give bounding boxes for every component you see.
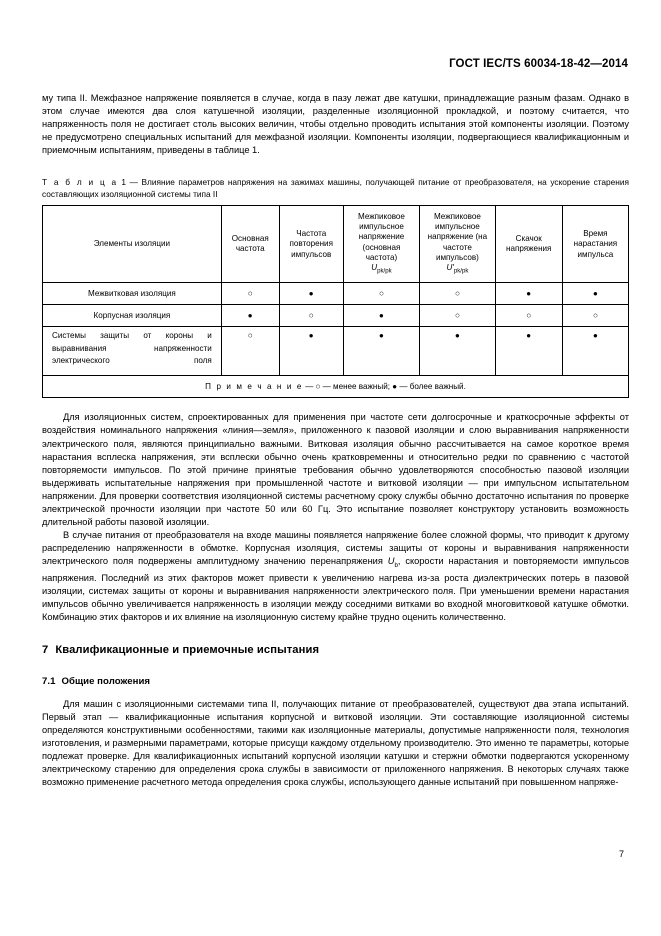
paragraph-3-part-1: В случае питания от преобразователя на входе машины появляется напряжение более сложной формы, что приводит к другому распределению напряженности в обмотке. Корпусная изоляция, системы защиты от короны и выравнивания напряженности электрического поля подвержены амплитудному значению перенапряжения	[42, 529, 629, 566]
row-value: ●	[562, 327, 628, 376]
row-value: ○	[495, 305, 562, 327]
variable-ub: $U_b$	[387, 555, 398, 569]
spacer	[42, 398, 629, 411]
table-header-cell-6: Время нарастания импульса	[562, 206, 628, 283]
paragraph-3	[42, 529, 629, 624]
section-heading-7-1	[42, 676, 629, 687]
row-value: ○	[343, 283, 419, 305]
table-header-cell-2: Частота повторения импульсов	[279, 206, 343, 283]
page-header-title: ГОСТ IEC/TS 60034-18-42—2014	[449, 58, 628, 70]
row-value: ○	[420, 305, 495, 327]
table-header-cell-5: Скачок напряжения	[495, 206, 562, 283]
table-header-variable-upkpk: $U_{pk/pk}$	[371, 263, 392, 275]
row-value: ●	[343, 305, 419, 327]
row-label: Системы защиты от короны и выравнивания напряженности электрического поля	[43, 327, 222, 376]
row-value: ●	[562, 283, 628, 305]
table-note-label: П р и м е ч а н и е	[205, 381, 303, 391]
row-value: ●	[495, 327, 562, 376]
subsection-number: 7.1	[42, 676, 56, 688]
table-row	[43, 305, 629, 327]
row-value: ○	[221, 327, 279, 376]
table-header-cell-1: Основная частота	[221, 206, 279, 283]
table-header-cell-3	[343, 206, 419, 283]
page-content	[42, 92, 629, 789]
row-value: ●	[495, 283, 562, 305]
row-value: ●	[420, 327, 495, 376]
table-header-cell-4-text: Межпиковое импульсное напряжение (на частоте импульсов)	[427, 211, 488, 262]
spacer	[42, 656, 629, 676]
paragraph-3-part-2: , скорости нарастания и повторяемости импульсов напряжения. Последний из этих факторов может привести к увеличению нагрева из-за роста диэлектрических потерь в пазовой изоляции, системах защиты от короны и выравнивания напряженности электрического поля. При уменьшении времени нарастания импульсов обычно увеличивается напряженность в изоляции между соседними витками во входной многовитковой катушке обмотки. Комбинацию этих факторов и их влияние на изоляционную систему крайне трудно оценить количественно.	[42, 555, 629, 622]
section-heading-7	[42, 644, 629, 656]
table-row	[43, 283, 629, 305]
table-caption-number: 1	[121, 177, 126, 188]
row-value: ○	[221, 283, 279, 305]
row-value: ●	[279, 327, 343, 376]
spacer	[42, 157, 629, 177]
table-note	[43, 376, 629, 398]
table-note-text: — ○ — менее важный; ● — более важный.	[305, 381, 466, 391]
table-note-row	[43, 376, 629, 398]
section-title: Квалификационные и приемочные испытания	[55, 644, 320, 657]
table-header-cell-4	[420, 206, 495, 283]
paragraph-1: му типа II. Межфазное напряжение появляется в случае, когда в пазу лежат две катушки, принадлежащие разным фазам. Однако в этом случае имеются два слоя катушечной изоляции, разделенные изоляционной прокладкой, и поэтому считается, что напряженность поля не достигает столь высоких величин, чтобы отдельно проводить испытания этой компоненты изоляции. Поэтому не предусмотрено специальных испытаний для межфазной изоляции. Компоненты изоляции, подвергающиеся квалификационным и приемочным испытаниям, приведены в таблице 1.	[42, 93, 629, 156]
row-value: ●	[279, 283, 343, 305]
page-number: 7	[619, 849, 625, 859]
spacer	[42, 687, 629, 698]
row-value: ●	[221, 305, 279, 327]
row-value: ○	[420, 283, 495, 305]
table-header-row	[43, 206, 629, 283]
table-caption	[42, 177, 629, 200]
paragraph-4: Для машин с изоляционными системами типа II, получающих питание от преобразователей, существуют два этапа испытаний. Первый этап — квалификационные испытания корпусной и витковой изоляции. Эти составляющие изоляционной системы определяются конструктивными особенностями, такими как изоляционные материалы, допустимые напряженности поля, технология изготовления, и размерными параметрами, которые присущи каждому отдельному производителю. Это именно те параметры, которые подлежат проверке. Для квалификационных испытаний корпусной изоляции катушки и стержни обмотки подвергаются ускоренному электрическому старению для определения срока службы в зависимости от приложенного напряжения. В некоторых случаях также возможно применение расчетного метода определения срока службы, использующего данные испытаний при повышенном напряже-	[42, 699, 629, 788]
paragraph-2: Для изоляционных систем, спроектированных для применения при частоте сети долгосрочные и краткосрочные эффекты от воздействия номинального напряжения «линия—земля», приложенного к пазовой изоляции и слою выравнивания напряженности электрического поля, являются принципиально важными. Витковая изоляция обычно рассчитывается на самое короткое время нарастания всплеска напряжения, эти всплески обычно очень кратковременны и относительно редки по сравнению с частотой повторяемости импульсов. По этой причине принятые требования обычно удовлетворяются способностью пазовой изоляции выдерживать испытательные напряжения при промышленной частоте и витковой изоляции — при импульсном испытательном напряжении. Для проверки соответствия изоляционной системы расчетному сроку службы обычно достаточно испытания по проверке электрической прочности изоляции при частоте 50 или 60 Гц. Это испытание позволяет конструктору установить возможность длительной работы пазовой изоляции.	[42, 412, 629, 527]
row-label: Корпусная изоляция	[43, 305, 222, 327]
row-label: Межвитковая изоляция	[43, 283, 222, 305]
insulation-parameters-table	[42, 205, 629, 398]
row-value: ○	[562, 305, 628, 327]
table-caption-label: Т а б л и ц а	[42, 177, 118, 188]
spacer	[42, 624, 629, 644]
section-number: 7	[42, 644, 49, 657]
row-value: ●	[343, 327, 419, 376]
table-caption-text: — Влияние параметров напряжения на зажимах машины, получающей питание от преобразователя, на ускорение старения составляющих изоляционной системы типа II	[42, 177, 629, 199]
subsection-title: Общие положения	[61, 676, 151, 688]
table-header-cell-0: Элементы изоляции	[43, 206, 222, 283]
table-header-cell-3-text: Межпиковое импульсное напряжение (основная частота)	[358, 211, 405, 262]
row-value: ○	[279, 305, 343, 327]
table-header-variable-upkpk-prime: $U'_{pk/pk}$	[446, 263, 469, 275]
table-row	[43, 327, 629, 376]
